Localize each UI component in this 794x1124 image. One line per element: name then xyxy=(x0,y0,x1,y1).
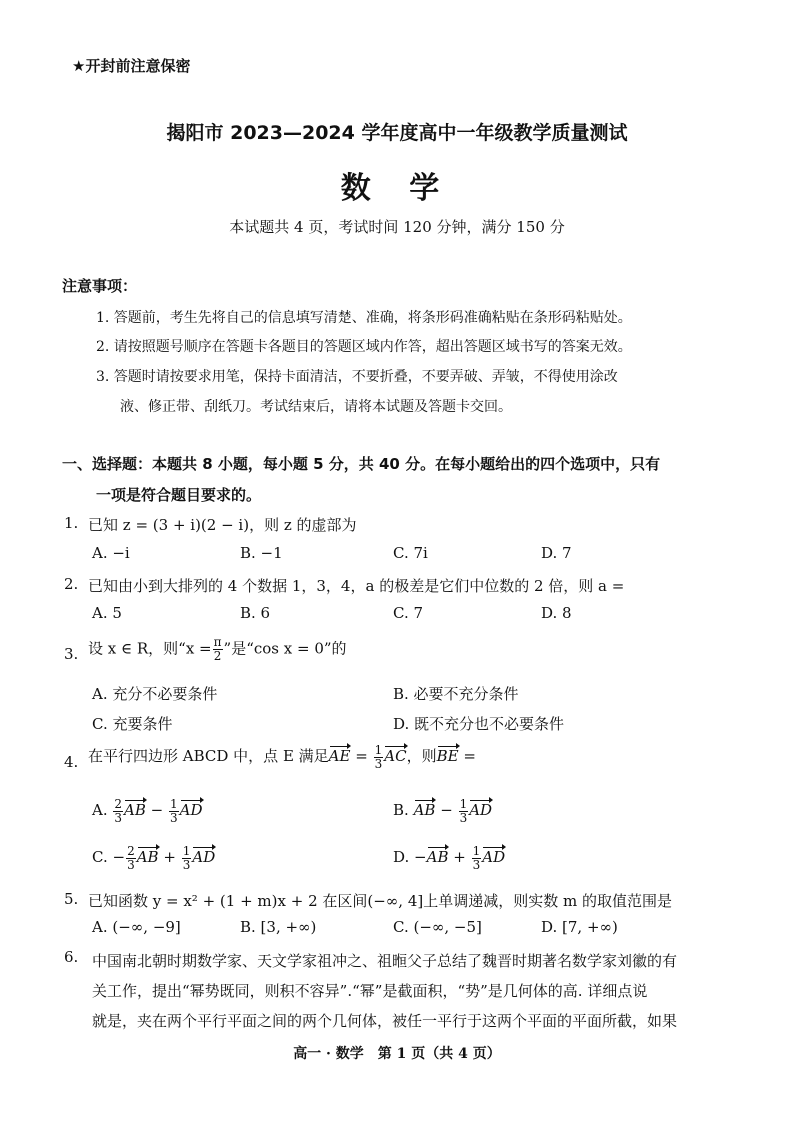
option-label: A. xyxy=(92,801,108,819)
equals-sign: = xyxy=(355,747,368,765)
option-d: D. [7, +∞) xyxy=(541,918,618,936)
fraction-denominator: 3 xyxy=(170,810,178,825)
option-b: B. −1 xyxy=(240,544,283,562)
fraction xyxy=(472,845,482,872)
vector-ac: AC xyxy=(384,743,406,765)
fraction-denominator: 3 xyxy=(459,810,468,825)
option-c xyxy=(92,844,215,872)
option-d: D. 7 xyxy=(541,544,572,562)
option-b xyxy=(393,797,492,825)
option-c: C. 充要条件 xyxy=(92,715,173,733)
option-c: C. 7 xyxy=(393,604,424,622)
option-c: C. (−∞, −5] xyxy=(393,918,482,936)
question-stem-line: 关工作，提出“幂势既同，则积不容异”.“幂”是截面积，“势”是几何体的高. 详细点说 xyxy=(92,982,648,1000)
fraction xyxy=(126,845,136,872)
fraction-denominator: 3 xyxy=(127,857,135,872)
option-c: C. 7i xyxy=(393,544,428,562)
notice-item: 1. 答题前，考生先将自己的信息填写清楚、准确，将条形码准确粘贴在条形码粘贴处。 xyxy=(96,310,632,326)
vector-ad: AD xyxy=(469,797,492,819)
plus-sign: + xyxy=(453,848,466,866)
notice-item: 2. 请按照题号顺序在答题卡各题目的答题区域内作答，超出答题区域书写的答案无效。 xyxy=(96,339,632,355)
notice-item: 3. 答题时请按要求用笔，保持卡面清洁，不要折叠，不要弄破、弄皱，不得使用涂改 xyxy=(96,369,618,385)
fraction-numerator: 2 xyxy=(127,843,135,858)
minus-sign: − xyxy=(414,848,427,866)
question-number: 3. xyxy=(64,645,79,663)
stem-text: 在平行四边形 ABCD 中，点 E 满足 xyxy=(88,747,329,765)
fraction xyxy=(113,798,123,825)
fraction-numerator: 1 xyxy=(182,843,191,858)
vector-ad: AD xyxy=(180,797,203,819)
option-a: A. 5 xyxy=(92,604,122,622)
fraction-denominator: 3 xyxy=(374,756,383,771)
confidential-note: ★开封前注意保密 xyxy=(72,57,191,75)
fraction xyxy=(213,636,223,663)
fraction-numerator: 1 xyxy=(459,796,468,811)
vector-ae: AE xyxy=(329,743,351,765)
question-number: 2. xyxy=(64,575,79,593)
stem-text: ，则 xyxy=(406,747,437,765)
option-a: A. (−∞, −9] xyxy=(92,918,181,936)
equals-sign: = xyxy=(463,747,476,765)
option-label: D. xyxy=(393,848,410,866)
fraction xyxy=(374,744,384,771)
fraction-numerator: π xyxy=(213,635,222,649)
minus-sign: − xyxy=(150,801,164,819)
vector-ab: AB xyxy=(427,844,449,866)
vector-ab: AB xyxy=(414,797,436,819)
option-b: B. 6 xyxy=(240,604,271,622)
fraction-numerator: 1 xyxy=(374,742,383,757)
option-b: B. [3, +∞) xyxy=(240,918,317,936)
question-stem-line: 就是，夹在两个平行平面之间的两个几何体，被任一平行于这两个平面的平面所截，如果 xyxy=(92,1012,678,1030)
vector-be: BE xyxy=(437,743,459,765)
section-heading: 一、选择题：本题共 8 小题，每小题 5 分，共 40 分。在每小题给出的四个选项中，只有 xyxy=(62,455,661,473)
question-number: 4. xyxy=(64,753,79,771)
option-d: D. 既不充分也不必要条件 xyxy=(393,715,565,733)
option-b: B. 必要不充分条件 xyxy=(393,685,519,703)
question-number: 1. xyxy=(64,514,79,532)
subject-title: 数 学 xyxy=(340,171,454,206)
question-stem xyxy=(88,743,476,771)
vector-ab: AB xyxy=(137,844,159,866)
notice-item: 液、修正带、刮纸刀。考试结束后，请将本试题及答题卡交回。 xyxy=(120,399,512,415)
option-a: A. 充分不必要条件 xyxy=(92,685,218,703)
minus-sign: − xyxy=(440,801,453,819)
question-number: 6. xyxy=(64,948,79,966)
fraction-numerator: 1 xyxy=(472,843,481,858)
question-stem: 已知由小到大排列的 4 个数据 1，3，4，a 的极差是它们中位数的 2 倍，则 a = xyxy=(88,577,625,595)
stem-text: 设 x ∈ R，则“x = xyxy=(88,639,212,658)
question-stem: 已知 z = (3 + i)(2 − i)，则 z 的虚部为 xyxy=(88,516,357,534)
fraction xyxy=(169,798,179,825)
option-a: A. −i xyxy=(92,544,130,562)
option-label: C. xyxy=(92,848,108,866)
fraction-numerator: 1 xyxy=(170,796,178,811)
vector-ad: AD xyxy=(192,844,215,866)
fraction-denominator: 3 xyxy=(182,857,191,872)
minus-sign: − xyxy=(112,848,126,866)
fraction xyxy=(182,845,192,872)
option-label: B. xyxy=(393,801,409,819)
fraction-numerator: 2 xyxy=(114,796,123,811)
vector-ab: AB xyxy=(124,797,146,819)
section-heading-cont: 一项是符合题目要求的。 xyxy=(96,486,262,504)
question-stem-line: 中国南北朝时期数学家、天文学家祖冲之、祖暅父子总结了魏晋时期著名数学家刘徽的有 xyxy=(92,952,678,970)
fraction-denominator: 2 xyxy=(213,649,222,663)
plus-sign: + xyxy=(163,848,176,866)
question-stem xyxy=(88,636,347,663)
fraction-denominator: 3 xyxy=(472,857,481,872)
exam-info: 本试题共 4 页，考试时间 120 分钟，满分 150 分 xyxy=(229,218,565,236)
option-d xyxy=(393,844,505,872)
exam-title: 揭阳市 2023—2024 学年度高中一年级教学质量测试 xyxy=(166,122,628,144)
question-stem: 已知函数 y = x² + (1 + m)x + 2 在区间(−∞, 4]上单调递减，则实数 m 的取值范围是 xyxy=(88,892,672,910)
option-d: D. 8 xyxy=(541,604,572,622)
question-number: 5. xyxy=(64,890,79,908)
fraction xyxy=(459,798,469,825)
fraction-denominator: 3 xyxy=(114,810,123,825)
page-footer: 高一 · 数学 第 1 页（共 4 页） xyxy=(293,1046,501,1062)
option-a xyxy=(92,797,203,825)
vector-ad: AD xyxy=(482,844,505,866)
notice-title: 注意事项： xyxy=(62,277,138,295)
stem-text: ”是“cos x = 0”的 xyxy=(223,639,347,658)
